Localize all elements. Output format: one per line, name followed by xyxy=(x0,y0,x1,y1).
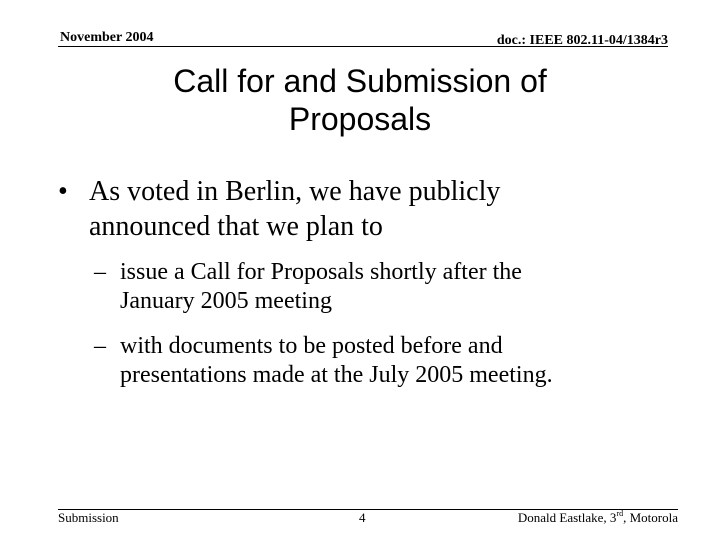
author-name-post: , Motorola xyxy=(623,510,678,525)
page-number: 4 xyxy=(359,510,366,525)
sub-bullet-1 xyxy=(94,258,674,316)
dash-marker: – xyxy=(94,333,106,359)
header-divider xyxy=(58,46,668,47)
main-bullet xyxy=(58,174,658,244)
sub-bullet-text: issue a Call for Proposals shortly after the January 2005 meeting xyxy=(120,259,522,314)
header-date: November 2004 xyxy=(60,30,154,45)
sub-bullet-text: with documents to be posted before and presentations made at the July 2005 meeting. xyxy=(120,333,553,388)
sub-bullet-2 xyxy=(94,332,674,390)
footer-author xyxy=(518,510,678,526)
dash-marker: – xyxy=(94,259,106,285)
footer-submission-label: Submission xyxy=(58,510,119,525)
slide-title: Call for and Submission of Proposals xyxy=(173,63,547,137)
author-name-sup: rd xyxy=(616,509,624,518)
header-doc-id: doc.: IEEE 802.11-04/1384r3 xyxy=(496,33,668,48)
bullet-marker: • xyxy=(58,176,68,207)
bullet-text: As voted in Berlin, we have publicly announced that we plan to xyxy=(89,176,501,242)
author-name-pre: Donald Eastlake, 3 xyxy=(517,510,617,525)
